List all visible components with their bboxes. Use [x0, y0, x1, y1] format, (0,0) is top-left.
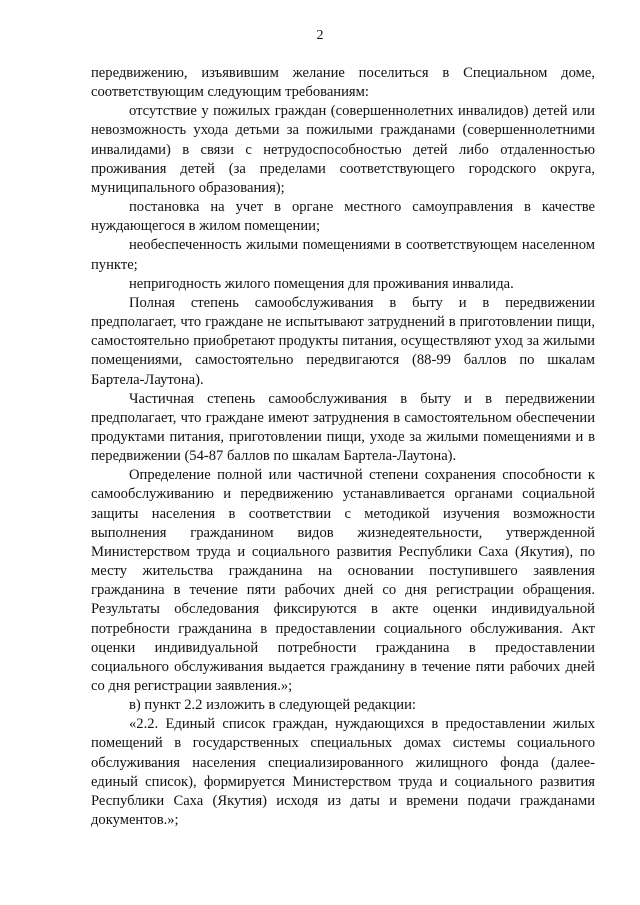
- paragraph-requirement-no-housing: необеспеченность жилыми помещениями в соответствующем населенном пункте;: [91, 237, 595, 273]
- paragraph-continuation: передвижению, изъявившим желание поселиться в Специальном доме, соответствующим следующим требованиям:: [91, 65, 595, 101]
- paragraph-assessment-procedure: Определение полной или частичной степени сохранения способности к самообслуживанию и передвижению устанавливается органами социальной защиты населения в соответствии с методикой изучения возможности выполнения гражданином видов жизнедеятельности, утвержденной Министерством труда и социального развития Республики Саха (Якутия), по месту жительства гражданина на основании поступившего заявления гражданина в течение пяти рабочих дней со дня регистрации обращения. Результаты обследования фиксируются в акте оценки индивидуальной потребности гражданина в предоставлении социального обслуживания. Акт оценки индивидуальной потребности гражданина в предоставлении социального обслуживания выдается гражданину в течение пяти рабочих дней со дня регистрации заявления.»;: [91, 467, 595, 694]
- paragraph-partial-self-care: Частичная степень самообслуживания в быту и в передвижении предполагает, что граждане имеют затруднения в самостоятельном обеспечении продуктами питания, приготовлении пищи, уходе за жилыми помещениями и в передвижении (54-87 баллов по шкалам Бартела-Лаутона).: [91, 390, 595, 465]
- page-number: 2: [316, 28, 324, 43]
- paragraph-full-self-care: Полная степень самообслуживания в быту и в передвижении предполагает, что граждане не испытывают затруднений в приготовлении пищи, самостоятельно приобретают продукты питания, осуществляют уход за жилыми помещениями, самостоятельно передвигаются (88-99 баллов по шкалам Бартела-Лаутона).: [91, 294, 595, 388]
- paragraph-requirement-no-children: отсутствие у пожилых граждан (совершеннолетних инвалидов) детей или невозможность ухода детьми за пожилыми гражданами (совершеннолетними инвалидами) в связи с нетрудоспособностью детей либо отдаленностью проживания детей (за пределами соответствующего городского округа, муниципального образования);: [91, 103, 595, 196]
- paragraph-unified-list: «2.2. Единый список граждан, нуждающихся в предоставлении жилых помещений в государственных специальных домах системы социального обслуживания населения специализированного жилищного фонда (далее-единый список), формируется Министерством труда и социального развития Республики Саха (Якутия) исходя из даты и времени подачи гражданами документов.»;: [91, 716, 595, 829]
- paragraph-requirement-unsuitable-housing: непригодность жилого помещения для проживания инвалида.: [129, 275, 514, 292]
- document-body: [91, 64, 595, 830]
- paragraph-amendment-point: в) пункт 2.2 изложить в следующей редакции:: [129, 697, 416, 714]
- paragraph-requirement-registration: постановка на учет в органе местного самоуправления в качестве нуждающегося в жилом помещении;: [91, 199, 595, 235]
